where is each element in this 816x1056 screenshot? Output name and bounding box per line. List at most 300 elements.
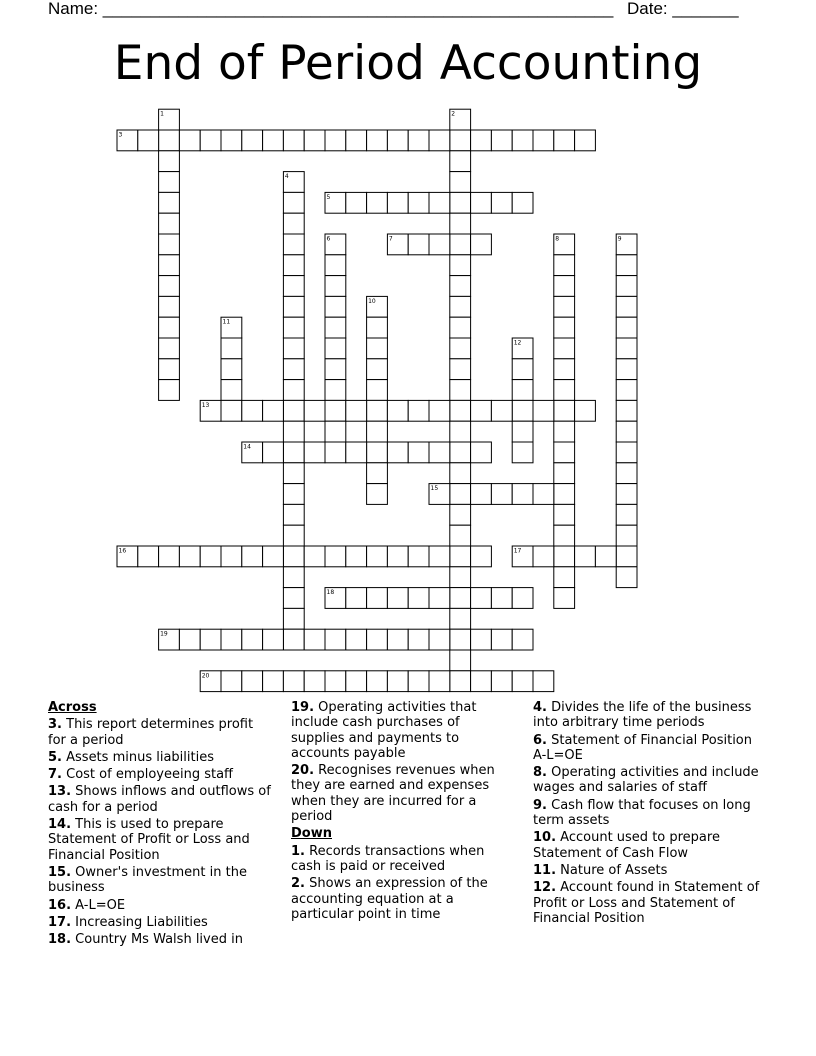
grid-cell[interactable]: [304, 671, 325, 692]
grid-cell[interactable]: [450, 400, 471, 421]
grid-cell[interactable]: [263, 442, 284, 463]
grid-cell[interactable]: [533, 484, 554, 505]
grid-cell[interactable]: [325, 130, 346, 151]
grid-cell[interactable]: [554, 504, 575, 525]
grid-cell[interactable]: [512, 629, 533, 650]
grid-cell[interactable]: [450, 255, 471, 276]
grid-cell[interactable]: [408, 588, 429, 609]
grid-cell[interactable]: [554, 359, 575, 380]
grid-cell[interactable]: [471, 588, 492, 609]
grid-cell[interactable]: [346, 192, 367, 213]
grid-cell[interactable]: [512, 130, 533, 151]
grid-cell[interactable]: [221, 130, 242, 151]
clue-text: Statement of Financial Position A-L=OE: [533, 732, 753, 763]
clue-down: [533, 830, 763, 861]
grid-cell[interactable]: [242, 130, 263, 151]
grid-cell[interactable]: [450, 608, 471, 629]
grid-cell[interactable]: [533, 130, 554, 151]
clue-down: [291, 876, 506, 922]
grid-cell[interactable]: [367, 421, 388, 442]
grid-cell[interactable]: [159, 234, 180, 255]
cell-number: 8: [555, 235, 560, 243]
clue-text: This report determines profit for a period: [48, 717, 254, 748]
grid-cell[interactable]: [200, 629, 221, 650]
grid-cell[interactable]: [450, 588, 471, 609]
grid-cell[interactable]: [429, 234, 450, 255]
grid-cell[interactable]: [471, 671, 492, 692]
grid-cell[interactable]: [367, 671, 388, 692]
grid-cell[interactable]: [283, 276, 304, 297]
grid-cell[interactable]: [283, 317, 304, 338]
clue-text: Nature of Assets: [560, 862, 668, 878]
clue-number: 9.: [533, 797, 547, 813]
clue-across: [48, 865, 273, 896]
grid-cell[interactable]: [533, 671, 554, 692]
grid-cell[interactable]: [367, 317, 388, 338]
grid-cell[interactable]: [283, 567, 304, 588]
grid-cell[interactable]: [159, 255, 180, 276]
clue-down: [533, 880, 763, 926]
grid-cell[interactable]: [471, 546, 492, 567]
grid-cell[interactable]: [491, 629, 512, 650]
grid-cell[interactable]: [159, 151, 180, 172]
grid-cell[interactable]: [325, 629, 346, 650]
cell-number: 13: [201, 401, 210, 409]
grid-cell[interactable]: [346, 671, 367, 692]
grid-cell[interactable]: [429, 588, 450, 609]
grid-cell[interactable]: [283, 525, 304, 546]
grid-cell[interactable]: [471, 484, 492, 505]
grid-cell[interactable]: [159, 359, 180, 380]
grid-cell[interactable]: [325, 296, 346, 317]
grid-cell[interactable]: [554, 400, 575, 421]
grid-cell[interactable]: [283, 421, 304, 442]
grid-cell[interactable]: [491, 400, 512, 421]
clue-down: [291, 844, 506, 875]
grid-cell[interactable]: [408, 442, 429, 463]
clue-text: Account used to prepare Statement of Cash Flow: [533, 830, 720, 861]
down-heading: Down: [291, 826, 332, 842]
grid-cell[interactable]: [429, 400, 450, 421]
grid-cell[interactable]: [471, 629, 492, 650]
grid-cell[interactable]: [325, 546, 346, 567]
grid-cell[interactable]: [616, 504, 637, 525]
grid-cell[interactable]: [616, 380, 637, 401]
grid-cell[interactable]: [367, 338, 388, 359]
grid-cell[interactable]: [450, 442, 471, 463]
grid-cell[interactable]: [533, 400, 554, 421]
grid-cell[interactable]: [283, 130, 304, 151]
clue-number: 13.: [48, 784, 72, 800]
grid-cell[interactable]: [533, 546, 554, 567]
grid-cell[interactable]: [554, 338, 575, 359]
grid-cell[interactable]: [616, 338, 637, 359]
grid-cell[interactable]: [575, 400, 596, 421]
grid-cell[interactable]: [367, 588, 388, 609]
grid-cell[interactable]: [408, 629, 429, 650]
grid-cell[interactable]: [367, 629, 388, 650]
grid-cell[interactable]: [450, 359, 471, 380]
grid-cell[interactable]: [471, 400, 492, 421]
grid-cell[interactable]: [263, 629, 284, 650]
grid-cell[interactable]: [512, 400, 533, 421]
grid-cell[interactable]: [325, 255, 346, 276]
clue-text: Shows inflows and outflows of cash for a period: [48, 784, 271, 815]
grid-cell[interactable]: [450, 338, 471, 359]
grid-cell[interactable]: [429, 671, 450, 692]
clue-across: [48, 898, 273, 913]
grid-cell[interactable]: [616, 255, 637, 276]
grid-cell[interactable]: [221, 338, 242, 359]
grid-cell[interactable]: [304, 546, 325, 567]
grid-cell[interactable]: [491, 130, 512, 151]
grid-cell[interactable]: [304, 400, 325, 421]
clue-number: 6.: [533, 732, 547, 748]
cell-number: 20: [201, 672, 210, 680]
clue-number: 7.: [48, 767, 62, 783]
clue-across: [48, 817, 273, 863]
grid-cell[interactable]: [512, 442, 533, 463]
grid-cell[interactable]: [387, 629, 408, 650]
grid-cell[interactable]: [554, 317, 575, 338]
grid-cell[interactable]: [346, 588, 367, 609]
grid-cell[interactable]: [408, 400, 429, 421]
grid-cell[interactable]: [367, 463, 388, 484]
grid-cell[interactable]: [450, 172, 471, 193]
grid-cell[interactable]: [450, 525, 471, 546]
clue-text: Cash flow that focuses on long term assets: [533, 797, 751, 829]
grid-cell[interactable]: [283, 338, 304, 359]
grid-cell[interactable]: [450, 151, 471, 172]
grid-cell[interactable]: [159, 338, 180, 359]
grid-cell[interactable]: [554, 296, 575, 317]
grid-cell[interactable]: [491, 671, 512, 692]
grid-cell[interactable]: [616, 317, 637, 338]
grid-cell[interactable]: [512, 421, 533, 442]
grid-cell[interactable]: [491, 484, 512, 505]
grid-cell[interactable]: [159, 172, 180, 193]
grid-cell[interactable]: [387, 400, 408, 421]
grid-cell[interactable]: [616, 276, 637, 297]
grid-cell[interactable]: [471, 234, 492, 255]
grid-cell[interactable]: [283, 588, 304, 609]
clue-number: 15.: [48, 864, 72, 880]
grid-cell[interactable]: [616, 484, 637, 505]
grid-cell[interactable]: [242, 400, 263, 421]
clue-text: Country Ms Walsh lived in: [75, 932, 243, 948]
grid-cell[interactable]: [450, 130, 471, 151]
grid-cell[interactable]: [179, 546, 200, 567]
cell-number: 19: [160, 630, 168, 638]
grid-cell[interactable]: [325, 671, 346, 692]
grid-cell[interactable]: [512, 380, 533, 401]
grid-cell[interactable]: [450, 484, 471, 505]
grid-cell[interactable]: [450, 504, 471, 525]
grid-cell[interactable]: [325, 317, 346, 338]
grid-cell[interactable]: [491, 192, 512, 213]
grid-cell[interactable]: [283, 463, 304, 484]
grid-cell[interactable]: [346, 629, 367, 650]
grid-cell[interactable]: [283, 608, 304, 629]
grid-cell[interactable]: [159, 380, 180, 401]
clue-text: Operating activities that include cash purchases of supplies and payments to accounts payable: [291, 700, 477, 761]
clue-across: [291, 700, 506, 761]
grid-cell[interactable]: [283, 234, 304, 255]
grid-cell[interactable]: [138, 546, 159, 567]
grid-cell[interactable]: [304, 629, 325, 650]
grid-cell[interactable]: [159, 317, 180, 338]
grid-cell[interactable]: [283, 255, 304, 276]
grid-cell[interactable]: [471, 192, 492, 213]
grid-cell[interactable]: [554, 525, 575, 546]
grid-cell[interactable]: [429, 546, 450, 567]
cell-number: 1: [160, 110, 164, 118]
clues-column-2: [291, 700, 506, 924]
grid-cell[interactable]: [616, 359, 637, 380]
grid-cell[interactable]: [575, 130, 596, 151]
grid-cell[interactable]: [283, 213, 304, 234]
grid-cell[interactable]: [471, 442, 492, 463]
grid-cell[interactable]: [346, 546, 367, 567]
clue-number: 17.: [48, 914, 72, 930]
grid-cell[interactable]: [554, 255, 575, 276]
grid-cell[interactable]: [304, 442, 325, 463]
grid-cell[interactable]: [616, 421, 637, 442]
grid-cell[interactable]: [242, 546, 263, 567]
grid-cell[interactable]: [408, 130, 429, 151]
grid-cell[interactable]: [450, 213, 471, 234]
grid-cell[interactable]: [450, 567, 471, 588]
grid-cell[interactable]: [616, 296, 637, 317]
grid-cell[interactable]: [450, 546, 471, 567]
grid-cell[interactable]: [471, 130, 492, 151]
grid-cell[interactable]: [221, 671, 242, 692]
grid-cell[interactable]: [554, 442, 575, 463]
grid-cell[interactable]: [325, 276, 346, 297]
cell-number: 2: [451, 110, 456, 118]
grid-cell[interactable]: [387, 671, 408, 692]
grid-cell[interactable]: [450, 463, 471, 484]
grid-cell[interactable]: [367, 400, 388, 421]
grid-cell[interactable]: [429, 130, 450, 151]
grid-cell[interactable]: [387, 546, 408, 567]
grid-cell[interactable]: [450, 629, 471, 650]
clue-across: [48, 932, 273, 947]
grid-cell[interactable]: [616, 546, 637, 567]
grid-cell[interactable]: [387, 130, 408, 151]
grid-cell[interactable]: [512, 359, 533, 380]
grid-cell[interactable]: [595, 546, 616, 567]
grid-cell[interactable]: [138, 130, 159, 151]
grid-cell[interactable]: [325, 338, 346, 359]
clue-number: 19.: [291, 700, 315, 715]
grid-cell[interactable]: [159, 276, 180, 297]
grid-cell[interactable]: [450, 276, 471, 297]
grid-cell[interactable]: [450, 296, 471, 317]
clue-across: [48, 784, 273, 815]
grid-cell[interactable]: [554, 588, 575, 609]
grid-cell[interactable]: [221, 629, 242, 650]
grid-cell[interactable]: [283, 629, 304, 650]
grid-cell[interactable]: [200, 130, 221, 151]
grid-cell[interactable]: [263, 671, 284, 692]
grid-cell[interactable]: [408, 671, 429, 692]
grid-cell[interactable]: [450, 380, 471, 401]
cell-number: 10: [368, 297, 376, 305]
grid-cell[interactable]: [429, 629, 450, 650]
grid-cell[interactable]: [283, 442, 304, 463]
grid-cell[interactable]: [450, 317, 471, 338]
grid-cell[interactable]: [283, 380, 304, 401]
grid-cell[interactable]: [387, 192, 408, 213]
grid-cell[interactable]: [283, 671, 304, 692]
grid-cell[interactable]: [616, 463, 637, 484]
grid-cell[interactable]: [283, 192, 304, 213]
clue-across: [48, 767, 273, 782]
grid-cell[interactable]: [263, 546, 284, 567]
page-title: End of Period Accounting: [113, 36, 703, 91]
clue-number: 11.: [533, 862, 557, 878]
clue-number: 2.: [291, 876, 305, 892]
grid-cell[interactable]: [367, 484, 388, 505]
grid-cell[interactable]: [304, 130, 325, 151]
grid-cell[interactable]: [346, 130, 367, 151]
clue-down: [533, 765, 763, 796]
grid-cell[interactable]: [408, 192, 429, 213]
clue-number: 5.: [48, 749, 62, 765]
grid-cell[interactable]: [616, 400, 637, 421]
grid-cell[interactable]: [179, 130, 200, 151]
grid-cell[interactable]: [242, 671, 263, 692]
grid-cell[interactable]: [554, 567, 575, 588]
grid-cell[interactable]: [367, 442, 388, 463]
grid-cell[interactable]: [512, 588, 533, 609]
grid-cell[interactable]: [346, 442, 367, 463]
grid-cell[interactable]: [512, 484, 533, 505]
grid-cell[interactable]: [283, 400, 304, 421]
clue-down: [533, 798, 763, 829]
clue-across: [48, 915, 273, 930]
grid-cell[interactable]: [325, 380, 346, 401]
cell-number: 15: [430, 485, 439, 493]
clue-number: 4.: [533, 700, 547, 715]
cell-number: 9: [617, 235, 622, 243]
grid-cell[interactable]: [616, 567, 637, 588]
clue-text: A-L=OE: [75, 897, 126, 913]
grid-cell[interactable]: [263, 400, 284, 421]
grid-cell[interactable]: [554, 130, 575, 151]
grid-cell[interactable]: [367, 192, 388, 213]
clue-number: 14.: [48, 817, 72, 833]
grid-cell[interactable]: [159, 296, 180, 317]
grid-cell[interactable]: [325, 442, 346, 463]
grid-cell[interactable]: [221, 380, 242, 401]
grid-cell[interactable]: [159, 130, 180, 151]
grid-cell[interactable]: [554, 380, 575, 401]
grid-cell[interactable]: [325, 400, 346, 421]
grid-cell[interactable]: [221, 400, 242, 421]
cell-number: 12: [513, 339, 522, 347]
cell-number: 4: [284, 173, 289, 181]
grid-cell[interactable]: [242, 629, 263, 650]
clues-column-3: [533, 700, 763, 928]
grid-cell[interactable]: [367, 130, 388, 151]
grid-cell[interactable]: [263, 130, 284, 151]
grid-cell[interactable]: [159, 213, 180, 234]
grid-cell[interactable]: [408, 546, 429, 567]
clue-number: 8.: [533, 765, 547, 781]
cell-number: 16: [118, 547, 127, 555]
grid-cell[interactable]: [387, 588, 408, 609]
clue-down: [533, 863, 763, 878]
grid-cell[interactable]: [554, 484, 575, 505]
grid-cell[interactable]: [387, 442, 408, 463]
cell-number: 17: [513, 547, 522, 555]
grid-cell[interactable]: [616, 525, 637, 546]
grid-cell[interactable]: [159, 192, 180, 213]
name-field-label[interactable]: Name: ______________________________________________________: [48, 0, 614, 18]
clue-text: This is used to prepare Statement of Profit or Loss and Financial Position: [48, 817, 250, 863]
grid-cell[interactable]: [429, 192, 450, 213]
grid-cell[interactable]: [450, 421, 471, 442]
grid-cell[interactable]: [283, 484, 304, 505]
clue-text: Assets minus liabilities: [66, 749, 214, 765]
grid-cell[interactable]: [554, 546, 575, 567]
clue-number: 20.: [291, 763, 315, 779]
cell-number: 14: [243, 443, 251, 451]
clue-text: Account found in Statement of Profit or Loss and Statement of Financial Position: [533, 880, 760, 926]
grid-cell[interactable]: [367, 359, 388, 380]
grid-cell[interactable]: [367, 546, 388, 567]
grid-cell[interactable]: [575, 546, 596, 567]
grid-cell[interactable]: [450, 192, 471, 213]
grid-cell[interactable]: [221, 359, 242, 380]
grid-cell[interactable]: [346, 400, 367, 421]
grid-cell[interactable]: [491, 588, 512, 609]
grid-cell[interactable]: [159, 546, 180, 567]
grid-cell[interactable]: [179, 629, 200, 650]
grid-cell[interactable]: [512, 671, 533, 692]
grid-cell[interactable]: [616, 442, 637, 463]
date-field-label[interactable]: Date: _______: [627, 0, 739, 18]
grid-cell[interactable]: [283, 504, 304, 525]
grid-cell[interactable]: [200, 546, 221, 567]
grid-cell[interactable]: [325, 359, 346, 380]
grid-cell[interactable]: [408, 234, 429, 255]
clue-across: [48, 717, 273, 748]
grid-cell[interactable]: [283, 546, 304, 567]
clue-number: 12.: [533, 880, 557, 896]
grid-cell[interactable]: [429, 442, 450, 463]
grid-cell[interactable]: [450, 650, 471, 671]
grid-cell[interactable]: [367, 380, 388, 401]
grid-cell[interactable]: [554, 463, 575, 484]
clue-text: Records transactions when cash is paid or received: [291, 843, 485, 874]
grid-cell[interactable]: [283, 296, 304, 317]
grid-cell[interactable]: [450, 234, 471, 255]
clue-down: [533, 733, 763, 764]
grid-cell[interactable]: [221, 546, 242, 567]
clue-number: 3.: [48, 717, 62, 733]
grid-cell[interactable]: [325, 421, 346, 442]
clue-number: 10.: [533, 830, 557, 846]
grid-cell[interactable]: [554, 276, 575, 297]
cell-number: 6: [326, 235, 331, 243]
grid-cell[interactable]: [450, 671, 471, 692]
grid-cell[interactable]: [283, 359, 304, 380]
grid-cell[interactable]: [554, 421, 575, 442]
grid-cell[interactable]: [512, 192, 533, 213]
